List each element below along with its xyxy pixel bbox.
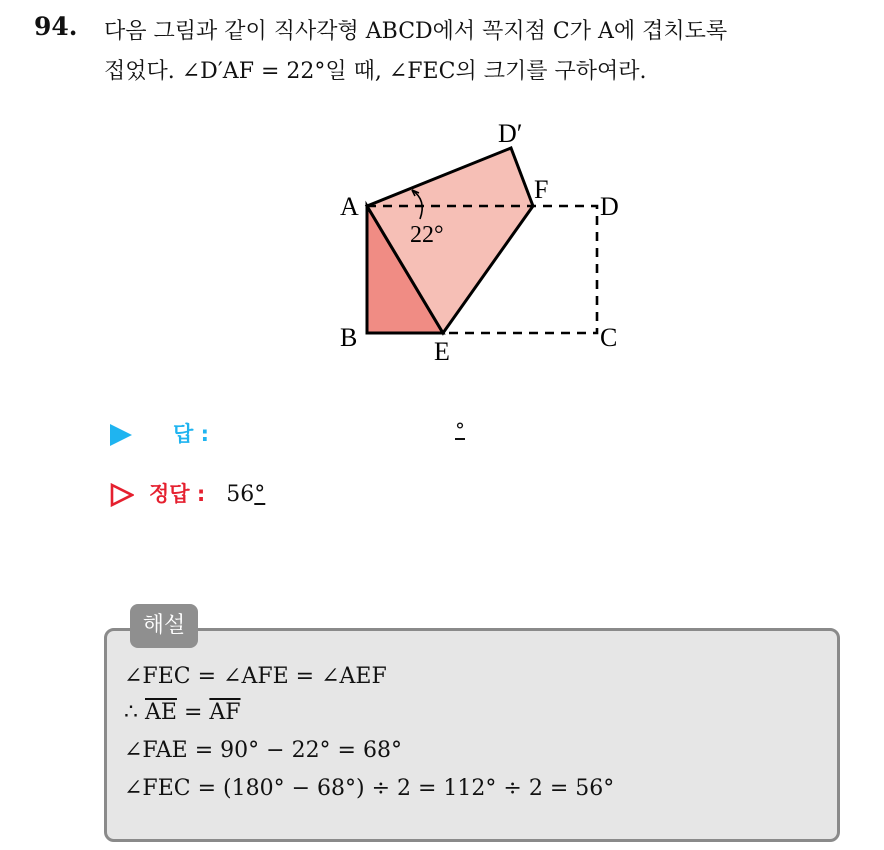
solution-line-1: ∠FEC = ∠AFE = ∠AEF [124, 664, 387, 689]
problem-text-line-1: 다음 그림과 같이 직사각형 ABCD에서 꼭지점 C가 A에 겹치도록 [104, 19, 728, 44]
label-a: A [340, 192, 359, 221]
folded-rectangle-figure [300, 110, 640, 380]
label-c: C [600, 323, 618, 352]
solution-line-4: ∠FEC = (180° − 68°) ÷ 2 = 112° ÷ 2 = 56° [124, 776, 615, 801]
therefore-symbol: ∴ [124, 700, 145, 725]
problem-number: 94. [34, 12, 78, 41]
outline-play-arrow-icon [110, 483, 134, 507]
correct-answer-label: 정답 : [149, 482, 206, 506]
solution-line-2 [124, 700, 241, 725]
angle-label: 22° [410, 222, 444, 248]
play-arrow-icon [110, 424, 132, 446]
solution-line-3: ∠FAE = 90° − 22° = 68° [124, 738, 402, 763]
solution-box [104, 628, 840, 842]
answer-label: 답 : [173, 422, 209, 446]
segment-ae: $\overline{AE}$ [145, 700, 177, 725]
segment-af: $\overline{AF}$ [209, 700, 241, 725]
label-e: E [434, 337, 450, 366]
label-f: F [534, 175, 549, 204]
correct-answer-unit: ° [254, 482, 266, 507]
label-b: B [340, 323, 358, 352]
solution-tab: 해설 [130, 604, 198, 648]
label-d: D [600, 192, 619, 221]
problem-text-line-2: 접었다. ∠D′AF = 22°일 때, ∠FEC의 크기를 구하여라. [104, 59, 647, 84]
answer-row [110, 418, 209, 448]
label-d-prime: D′ [498, 119, 523, 148]
correct-answer-number: 56 [226, 482, 255, 507]
correct-answer-row [110, 478, 265, 508]
answer-blank-unit: ° [455, 418, 465, 442]
correct-answer-value [226, 482, 265, 507]
equals-sign: = [176, 700, 210, 725]
